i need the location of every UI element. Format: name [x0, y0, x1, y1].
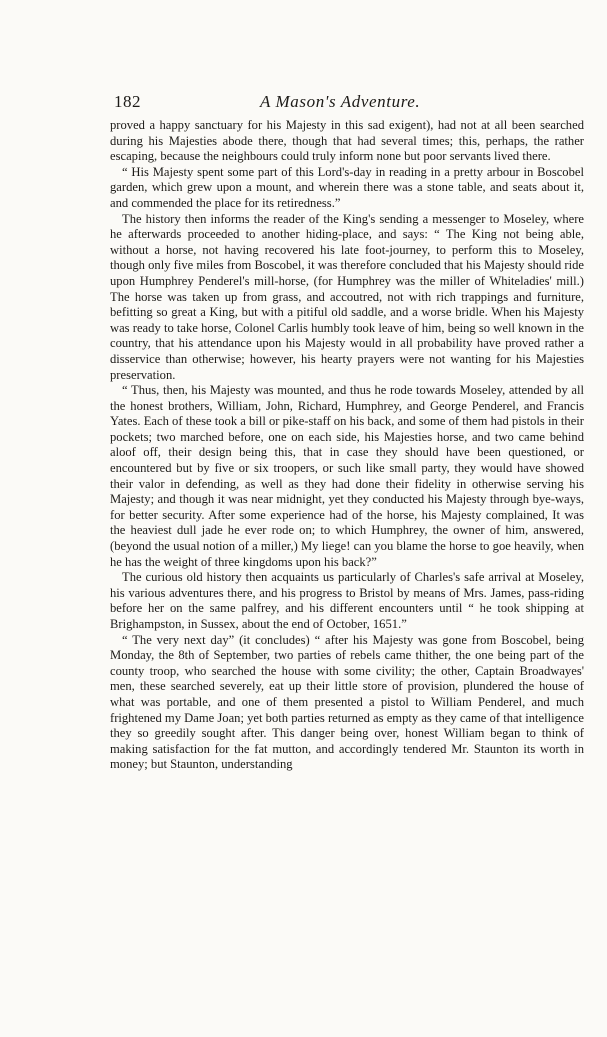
paragraph-6: “ The very next day” (it concludes) “ after his Majesty was gone from Boscobel, being Monday, the 8th of September, two parties of rebels came thither, the one being part of the county troop, who searched the house with some civility; the other, Captain Broadwayes' men, these searched severely, eat up their little store of provision, plundered the house of what was portable, and one of them presented a pistol to William Penderel, and much frightened my Dame Joan; yet both parties returned as empty as they came of that intelligence they so greedily sought after. This danger being over, honest William began to think of making satisfaction for the fat mutton, and accordingly tendered Mr. Staunton its worth in money; but Staunton, understanding	[110, 632, 584, 772]
paragraph-1: proved a happy sanctuary for his Majesty in this sad exigent), had not at all been searched during his Majesties abode there, though that had several times; this, perhaps, the rather escaping, because the neighbours could truly inform none but poor servants lived there.	[110, 118, 584, 164]
running-head	[110, 92, 584, 118]
book-page	[110, 92, 584, 773]
paragraph-5: The curious old history then acquaints us particularly of Charles's safe arrival at Moseley, his various adventures there, and his progress to Bristol by means of Mrs. James, pass-riding before her on the same palfrey, and his different encounters until “ he took shipping at Brighampston, in Sussex, about the end of October, 1651.”	[110, 570, 584, 631]
paragraph-3: The history then informs the reader of the King's sending a messenger to Moseley, where he afterwards proceeded to another hiding-place, and says: “ The King not being able, without a horse, not having recovered his late foot-journey, to perform this to Moseley, though only five miles from Boscobel, it was therefore concluded that his Majesty should ride upon Humphrey Penderel's mill-horse, (for Humphrey was the miller of Whiteladies' mill.) The horse was taken up from grass, and accoutred, not with rich trappings and furniture, befitting so great a King, but with a pitiful old saddle, and a worse bridle. When his Majesty was ready to take horse, Colonel Carlis humbly took leave of him, being so well known in the country, that his attendance upon his Majesty would in all probability have proved rather a disservice than otherwise; however, his hearty prayers were not wanting for his Majesties preservation.	[110, 211, 584, 382]
running-title: A Mason's Adventure.	[260, 92, 421, 111]
paragraph-2: “ His Majesty spent some part of this Lord's-day in reading in a pretty arbour in Boscobel garden, which grew upon a mount, and wherein there was a stone table, and seats about it, and commended the place for its retiredness.”	[110, 164, 584, 210]
paragraph-4: “ Thus, then, his Majesty was mounted, and thus he rode towards Moseley, attended by all the honest brothers, William, John, Richard, Humphrey, and George Penderel, and Francis Yates. Each of these took a bill or pike-staff on his back, and some of them had pistols in their pockets; two marched before, one on each side, his Majesties horse, and two came behind aloof off, their design being this, that in case they should have been questioned, or encountered but by five or six troopers, or such like small party, they would have showed their valor in defending, as well as they had done their fidelity in otherwise serving his Majesty; and though it was near midnight, yet they conducted his Majesty through bye-ways, for better security. After some experience had of the horse, his Majesty complained, It was the heaviest dull jade he ever rode on; to which Humphrey, the owner of him, answered, (beyond the usual notion of a miller,) My liege! can you blame the horse to goe heavily, when he has the weight of three kingdoms upon his back?”	[110, 383, 584, 569]
body-text	[110, 118, 584, 773]
page-number: 182	[114, 92, 141, 111]
